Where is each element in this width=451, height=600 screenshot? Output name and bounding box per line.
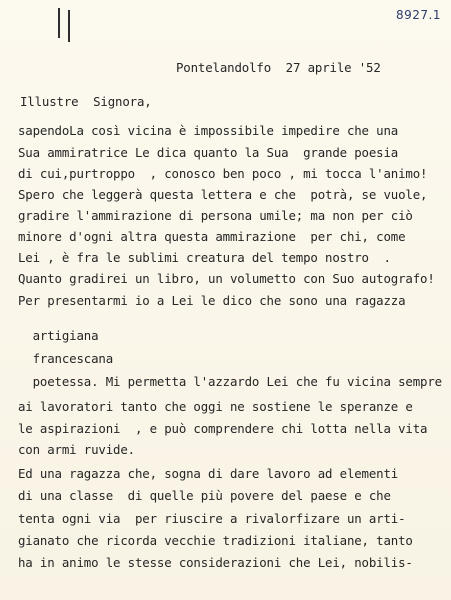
pen-stroke-mark — [58, 8, 60, 38]
letter-line: le aspirazioni , e può comprendere chi lotta nella vita — [18, 421, 428, 436]
letter-line: Ed una ragazza che, sogna di dare lavoro ad elementi — [18, 466, 399, 481]
letter-line: Spero che leggerà questa lettera e che potrà, se vuole, — [18, 187, 428, 202]
letter-line: Lei , è fra le sublimi creatura del tempo nostro . — [18, 250, 391, 265]
pen-stroke-mark — [68, 10, 70, 42]
place-date: Pontelandolfo 27 aprile '52 — [176, 60, 381, 75]
letter-line: di cui,purtroppo , conosco ben poco , mi tocca l'animo! — [18, 166, 428, 181]
letter-line: francescana — [18, 351, 114, 366]
letter-line: poetessa. Mi permetta l'azzardo Lei che fu vicina sempre — [18, 374, 442, 389]
letter-line: artigiana — [18, 328, 99, 343]
letter-line: gianato che ricorda vecchie tradizioni italiane, tanto — [18, 533, 413, 548]
letter-line: sapendoLa così vicina è impossibile impedire che una — [18, 123, 399, 138]
archive-number: 8927.1 — [396, 8, 441, 22]
letter-line: ai lavoratori tanto che oggi ne sostiene le speranze e — [18, 399, 413, 414]
letter-line: Sua ammiratrice Le dica quanto la Sua grande poesia — [18, 145, 399, 160]
letter-line: gradire l'ammirazione di persona umile; ma non per ciò — [18, 208, 413, 223]
letter-line: di una classe di quelle più povere del paese e che — [18, 488, 391, 503]
letter-line: Quanto gradirei un libro, un volumetto con Suo autografo! — [18, 271, 435, 286]
letter-line: tenta ogni via per riuscire a rivalorfizare un arti- — [18, 511, 406, 526]
letter-line: con armi ruvide. — [18, 442, 135, 457]
letter-line: ha in animo le stesse considerazioni che Lei, nobilis- — [18, 555, 413, 570]
margin-marks — [54, 8, 74, 42]
letter-line: Per presentarmi io a Lei le dico che sono una ragazza — [18, 293, 406, 308]
letter-line: minore d'ogni altra questa ammirazione per chi, come — [18, 229, 406, 244]
salutation: Illustre Signora, — [20, 94, 152, 109]
